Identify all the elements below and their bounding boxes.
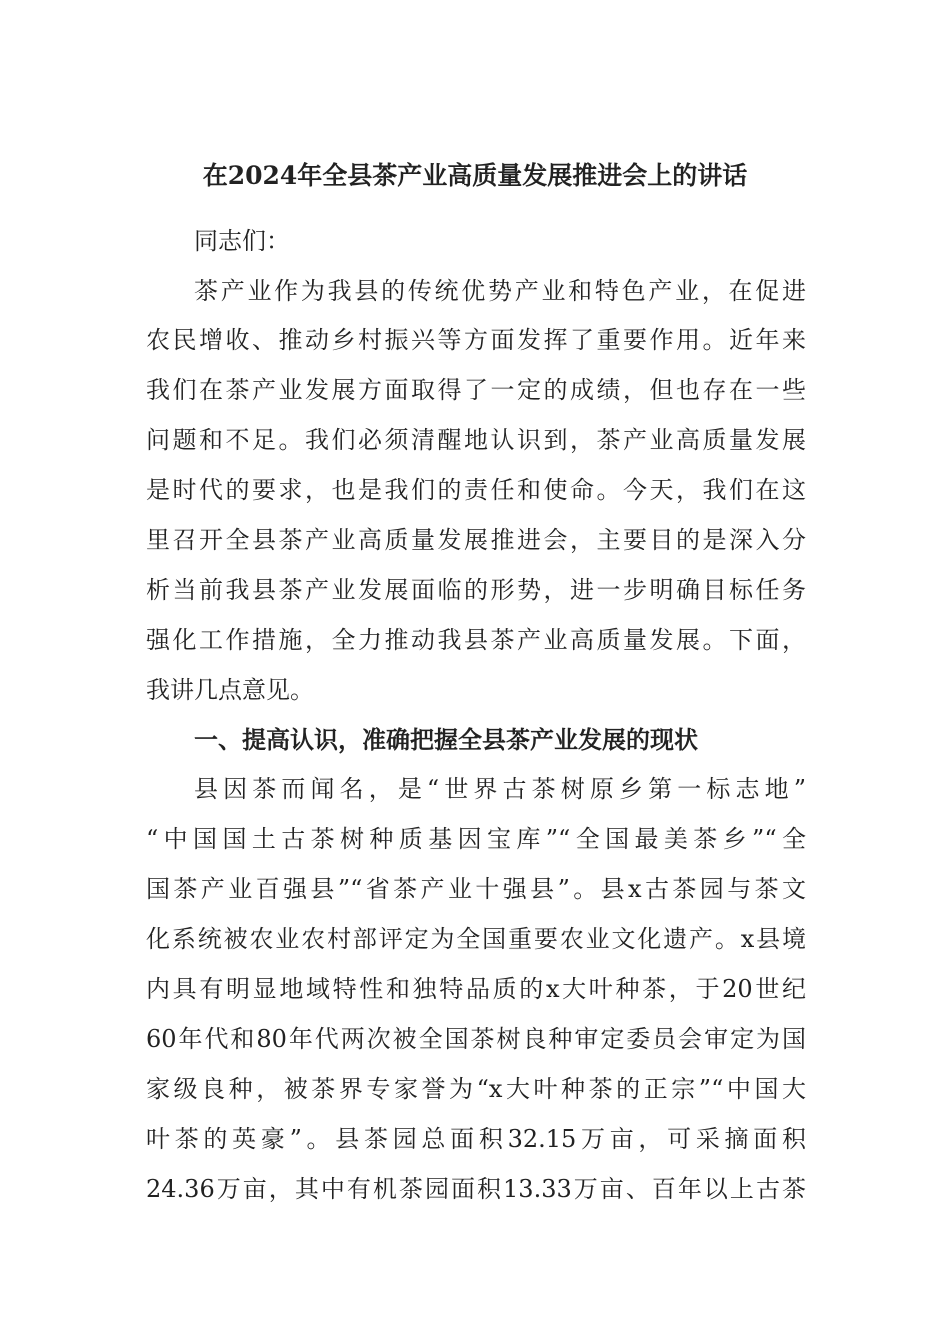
paragraph-line: 县因茶而闻名，是“世界古茶树原乡第一标志地” (194, 775, 806, 803)
paragraph-line: 茶产业作为我县的传统优势产业和特色产业，在促进 (194, 277, 806, 305)
document-title: 在2024年全县茶产业高质量发展推进会上的讲话 (202, 161, 748, 190)
paragraph-line: 60年代和80年代两次被全国茶树良种审定委员会审定为国 (146, 1025, 806, 1053)
paragraph-line: 我讲几点意见。 (146, 676, 314, 704)
paragraph-line: 家级良种，被茶界专家誉为“x大叶种茶的正宗”“中国大 (146, 1075, 806, 1103)
paragraph-line: 叶茶的英豪”。县茶园总面积32.15万亩，可采摘面积 (146, 1125, 806, 1153)
paragraph-line: 24.36万亩，其中有机茶园面积13.33万亩、百年以上古茶 (146, 1175, 806, 1203)
paragraph-line: 问题和不足。我们必须清醒地认识到，茶产业高质量发展 (146, 426, 806, 454)
paragraph-line: 化系统被农业农村部评定为全国重要农业文化遗产。x县境 (146, 925, 806, 953)
paragraph-line: 强化工作措施，全力推动我县茶产业高质量发展。下面， (146, 626, 806, 654)
paragraph-line: 农民增收、推动乡村振兴等方面发挥了重要作用。近年来 (146, 326, 806, 354)
paragraph-line: 是时代的要求，也是我们的责任和使命。今天，我们在这 (146, 476, 806, 504)
salutation: 同志们： (194, 227, 290, 255)
paragraph-line: 内具有明显地域特性和独特品质的x大叶种茶，于20世纪 (146, 975, 806, 1003)
paragraph-line: 析当前我县茶产业发展面临的形势，进一步明确目标任务 (146, 576, 806, 604)
paragraph-line: 我们在茶产业发展方面取得了一定的成绩，但也存在一些 (146, 376, 806, 404)
paragraph-line: 国茶产业百强县”“省茶产业十强县”。县x古茶园与茶文 (146, 875, 806, 903)
paragraph-line: 里召开全县茶产业高质量发展推进会，主要目的是深入分 (146, 526, 806, 554)
paragraph-line: “中国国土古茶树种质基因宝库”“全国最美茶乡”“全 (146, 825, 806, 853)
section-heading: 一、提高认识，准确把握全县茶产业发展的现状 (194, 725, 698, 754)
